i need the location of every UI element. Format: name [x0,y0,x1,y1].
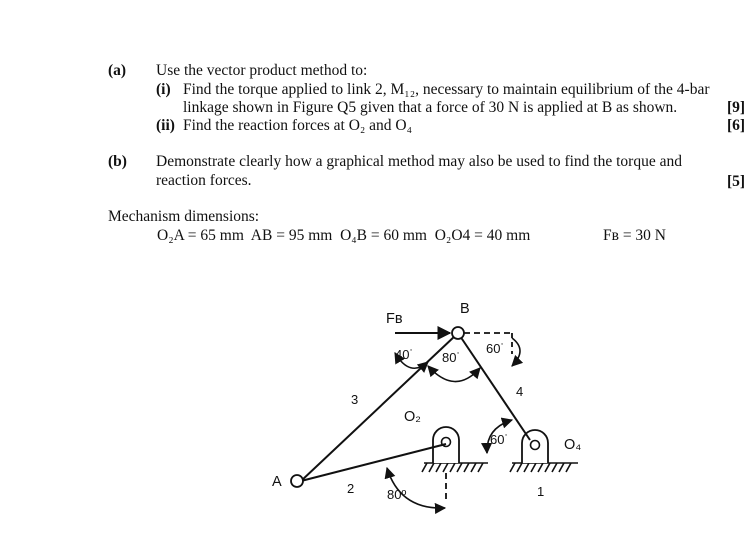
label-o4: O₄ [564,437,582,453]
label-a: A [272,474,282,490]
link-3-label: 3 [351,392,359,407]
angle-60-top-label: 60˙ [486,341,505,356]
joint-b [452,327,464,339]
label-b: B [460,301,470,317]
linkage-figure [250,288,606,546]
part-a-i-label: (i) [156,81,171,98]
dimensions-heading: Mechanism dimensions: [108,208,260,225]
angle-80-bottom-label: 80º [387,487,407,502]
angle-60-bottom-label: 60˙ [490,432,509,447]
part-b-line1: Demonstrate clearly how a graphical method may also be used to find the torque and [156,153,682,170]
angle-80-top-label: 80˙ [442,350,461,365]
part-b-line2: reaction forces. [156,172,252,189]
part-a-ii-label: (ii) [156,117,175,134]
part-a-ii-marks: [6] [727,117,746,134]
part-a-ii-text: Find the reaction forces at O₂ and O₄ [183,117,413,134]
label-fb: Fʙ [386,311,403,327]
link-2-label: 2 [347,481,355,496]
o4-pivot [531,441,540,450]
joint-a [291,475,303,487]
label-o2: O₂ [404,409,421,425]
link-4-label: 4 [516,384,524,399]
linkage-drawing [250,288,606,546]
dimensions-values: O₂A = 65 mm AB = 95 mm O₄B = 60 mm O₂O4 = 40 mm [157,227,531,244]
part-a-i-line1: Find the torque applied to link 2, M₁₂, necessary to maintain equilibrium of the 4-bar [183,81,710,98]
part-b-marks: [5] [727,173,746,190]
part-a-intro: Use the vector product method to: [156,62,368,79]
link-1-label: 1 [537,484,545,499]
part-a-i-line2: linkage shown in Figure Q5 given that a force of 30 N is applied at B as shown. [183,99,678,116]
part-a-label: (a) [108,62,127,79]
part-a-i-marks: [9] [727,99,746,116]
force-value: Fʙ = 30 N [603,227,666,244]
angle-40-label: 40˙ [395,347,414,362]
part-b-label: (b) [108,153,127,170]
